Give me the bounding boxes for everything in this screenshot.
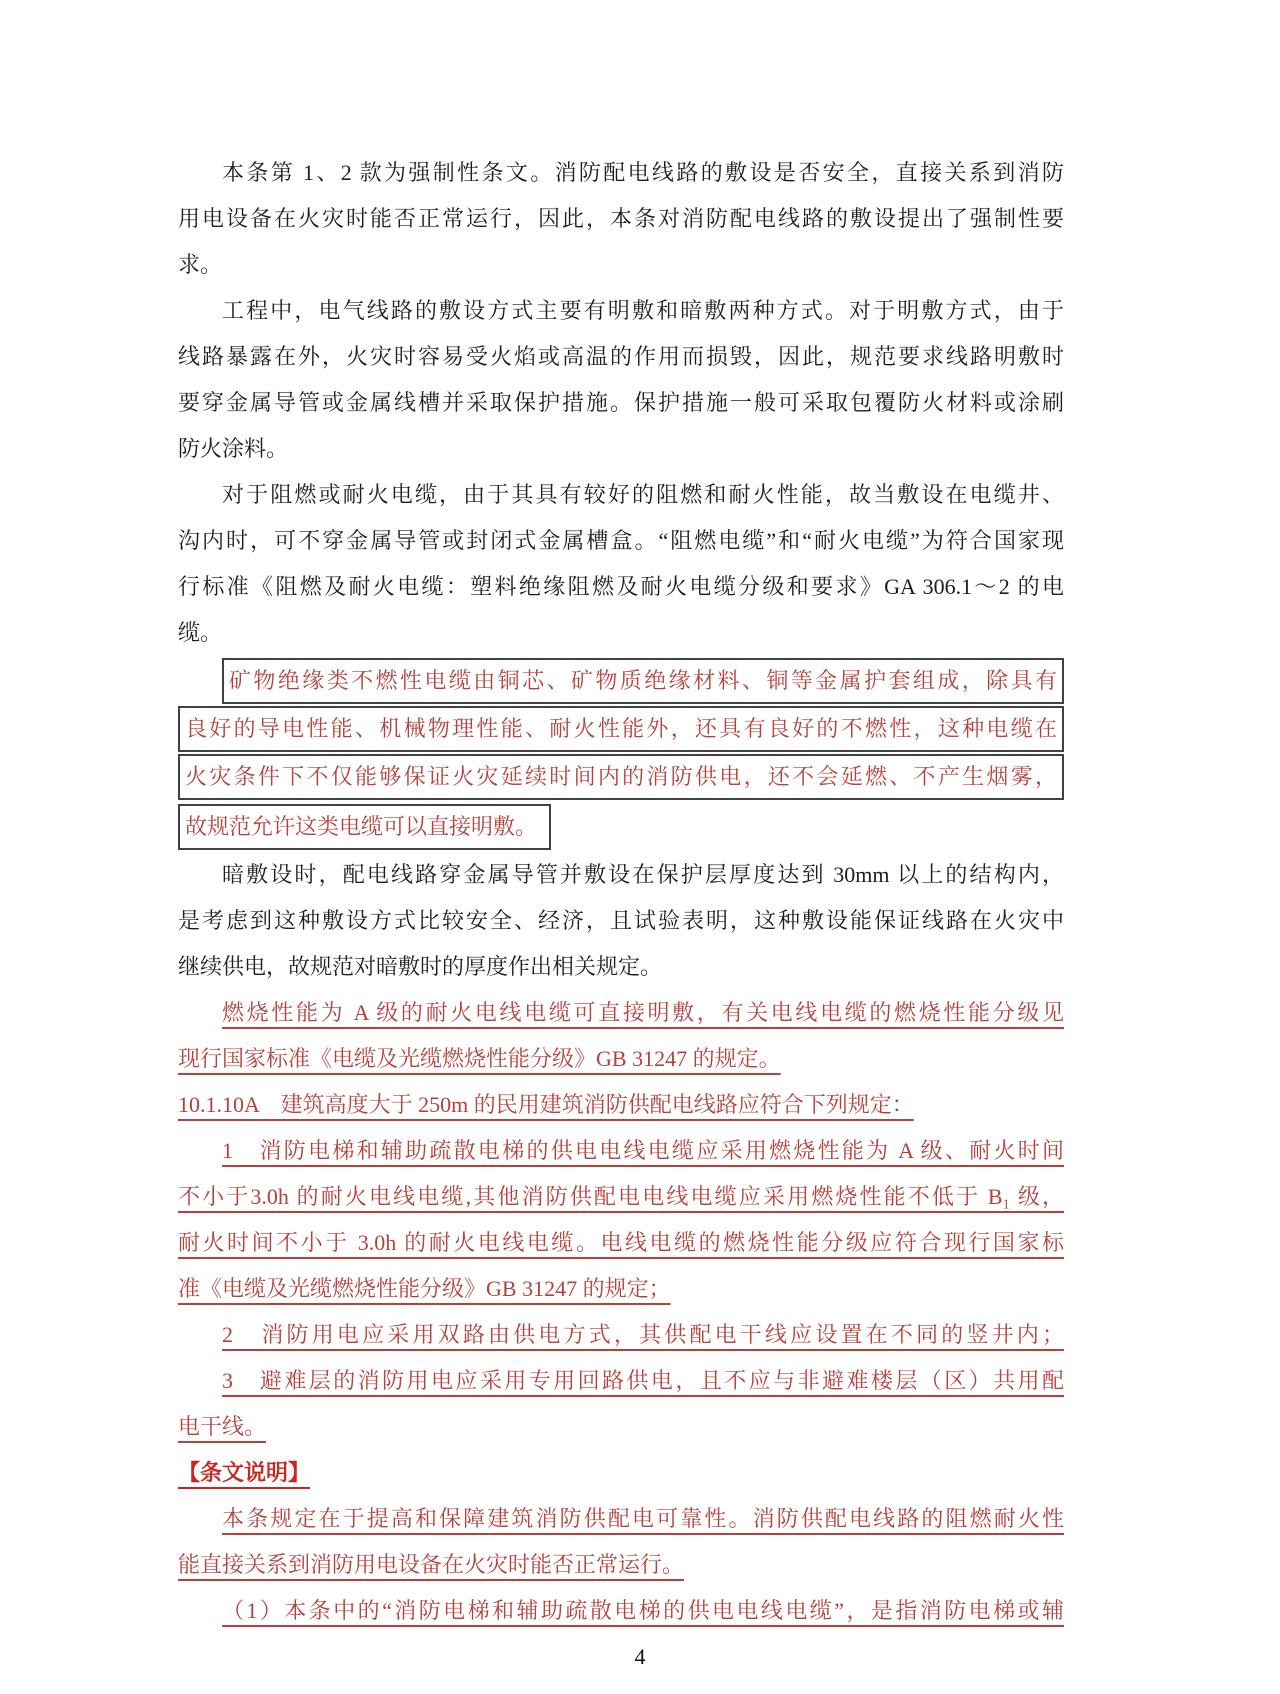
paragraph-red-8	[178, 1312, 1064, 1358]
text-line	[178, 1174, 1064, 1220]
text-run: 准《电缆及光缆燃烧性能分级》GB 31247 的规定；	[178, 1276, 671, 1301]
text-line	[178, 1312, 1064, 1358]
text-run: 用电设备在火灾时能否正常运行，因此，本条对消防配电线路的敷设提出了强制性要	[178, 206, 1064, 231]
text-run: 3 避难层的消防用电应采用专用回路供电，且不应与非避难楼层（区）共用配	[222, 1368, 1064, 1393]
text-run: 不小于3.0h 的耐火电线电缆,其他消防供配电电线电缆应采用燃烧性能不低于 B₁ 级，	[178, 1184, 1064, 1209]
text-line	[178, 1266, 1064, 1312]
paragraph-red-11	[178, 1496, 1064, 1588]
text-line	[178, 1496, 1064, 1542]
text-run: 10.1.10A 建筑高度大于 250m 的民用建筑消防供配电线路应符合下列规定：	[178, 1092, 914, 1117]
text-run: 线路暴露在外，火灾时容易受火焰或高温的作用而损毁，因此，规范要求线路明敷时	[178, 344, 1064, 369]
text-run: 能直接关系到消防用电设备在火灾时能否正常运行。	[178, 1552, 685, 1577]
paragraph-box-3	[178, 658, 1064, 852]
text-line	[178, 898, 1064, 944]
text-run: 耐火时间不小于 3.0h 的耐火电线电缆。电线电缆的燃烧性能分级应符合现行国家标	[178, 1230, 1064, 1255]
text-run: 2 消防用电应采用双路由供电方式，其供配电干线应设置在不同的竖井内；	[222, 1322, 1064, 1347]
text-line	[178, 804, 551, 850]
text-line	[178, 288, 1064, 334]
text-line	[178, 518, 1064, 564]
text-line	[178, 1220, 1064, 1266]
text-run: 沟内时，可不穿金属导管或封闭式金属槽盒。“阻燃电缆”和“耐火电缆”为符合国家现	[178, 528, 1064, 553]
text-run: 对于阻燃或耐火电缆，由于其具有较好的阻燃和耐火性能，故当敷设在电缆井、	[222, 482, 1064, 507]
text-run: 燃烧性能为 A 级的耐火电线电缆可直接明敷，有关电线电缆的燃烧性能分级见	[222, 1000, 1064, 1025]
paragraph-black-4	[178, 852, 1064, 990]
text-run: 暗敷设时，配电线路穿金属导管并敷设在保护层厚度达到 30mm 以上的结构内，	[222, 862, 1064, 887]
text-line	[178, 852, 1064, 898]
text-line	[178, 1588, 1064, 1634]
text-run: 良好的导电性能、机械物理性能、耐火性能外，还具有良好的不燃性，这种电缆在	[185, 716, 1057, 741]
text-run: 是考虑到这种敷设方式比较安全、经济，且试验表明，这种敷设能保证线路在火灾中	[178, 908, 1064, 933]
text-line	[178, 610, 1064, 656]
text-run: （1）本条中的“消防电梯和辅助疏散电梯的供电电线电缆”，是指消防电梯或辅	[222, 1598, 1064, 1623]
text-line	[178, 1450, 1064, 1496]
text-line	[178, 334, 1064, 380]
paragraph-red-5	[178, 990, 1064, 1082]
text-run: 缆。	[178, 620, 223, 645]
text-line	[178, 1404, 1064, 1450]
text-line	[178, 564, 1064, 610]
text-run: 继续供电，故规范对暗敷时的厚度作出相关规定。	[178, 954, 663, 979]
paragraph-black-0	[178, 150, 1064, 288]
page-number: 4	[634, 1644, 646, 1669]
paragraph-red-12	[178, 1588, 1064, 1634]
text-line	[178, 1082, 1064, 1128]
text-line	[178, 380, 1064, 426]
text-run: 防火涂料。	[178, 436, 289, 461]
document-body	[178, 150, 1064, 1634]
text-line	[178, 426, 1064, 472]
text-run: 火灾条件下不仅能够保证火灾延续时间内的消防供电，还不会延燃、不产生烟雾，	[185, 764, 1057, 789]
text-line	[178, 754, 1064, 800]
text-run: 故规范允许这类电缆可以直接明敷。	[185, 814, 538, 839]
text-line	[178, 990, 1064, 1036]
text-line	[178, 1036, 1064, 1082]
text-run: 要穿金属导管或金属线槽并采取保护措施。保护措施一般可采取包覆防火材料或涂刷	[178, 390, 1064, 415]
text-run: 本条规定在于提高和保障建筑消防供配电可靠性。消防供配电线路的阻燃耐火性	[222, 1506, 1064, 1531]
text-run: 【条文说明】	[178, 1460, 311, 1485]
text-run: 电干线。	[178, 1414, 267, 1439]
text-line	[178, 706, 1064, 752]
text-line	[222, 658, 1064, 704]
text-line	[178, 1128, 1064, 1174]
paragraph-red-9	[178, 1358, 1064, 1450]
text-run: 工程中，电气线路的敷设方式主要有明敷和暗敷两种方式。对于明敷方式，由于	[222, 298, 1064, 323]
text-line	[178, 150, 1064, 196]
paragraph-black-2	[178, 472, 1064, 656]
text-run: 矿物绝缘类不燃性电缆由铜芯、矿物质绝缘材料、铜等金属护套组成，除具有	[229, 668, 1057, 693]
text-run: 1 消防电梯和辅助疏散电梯的供电电线电缆应采用燃烧性能为 A 级、耐火时间	[222, 1138, 1064, 1163]
text-line	[178, 944, 1064, 990]
paragraph-red-7	[178, 1128, 1064, 1312]
text-line	[178, 196, 1064, 242]
text-run: 求。	[178, 252, 223, 277]
text-run: 本条第 1、2 款为强制性条文。消防配电线路的敷设是否安全，直接关系到消防	[222, 160, 1064, 185]
text-line	[178, 1358, 1064, 1404]
text-line	[178, 242, 1064, 288]
text-run: 现行国家标准《电缆及光缆燃烧性能分级》GB 31247 的规定。	[178, 1046, 781, 1071]
paragraph-redbold-10	[178, 1450, 1064, 1496]
paragraph-red-6	[178, 1082, 1064, 1128]
text-run: 行标准《阻燃及耐火电缆：塑料绝缘阻燃及耐火电缆分级和要求》GA 306.1～2 的电	[178, 574, 1064, 599]
paragraph-black-1	[178, 288, 1064, 472]
text-line	[178, 472, 1064, 518]
text-line	[178, 1542, 1064, 1588]
